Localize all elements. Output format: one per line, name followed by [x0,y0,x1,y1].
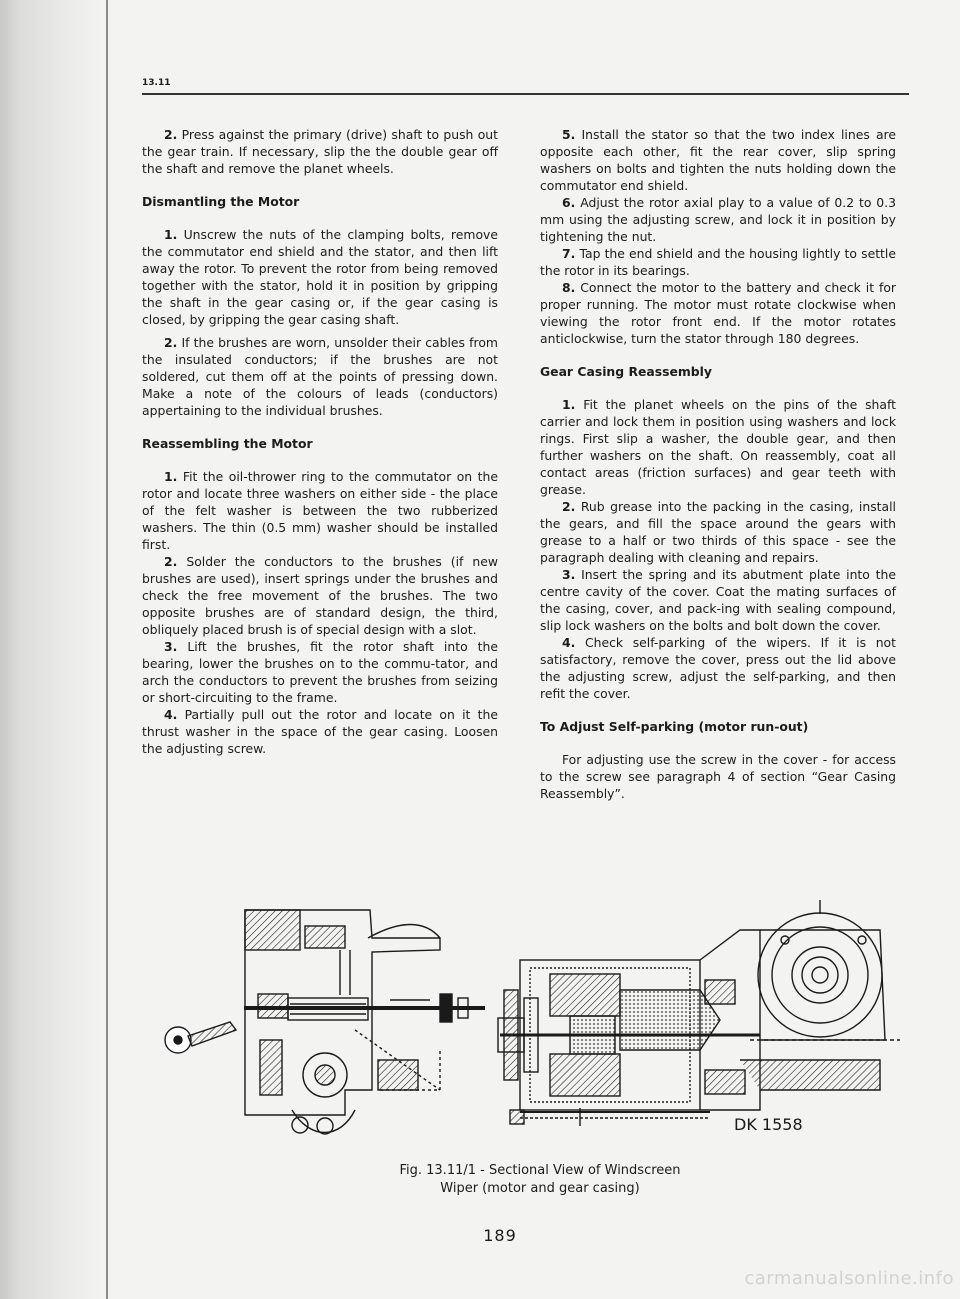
paragraph: 5. Install the stator so that the two index lines are opposite each other, fit the rear cover, slip spring washers on bolts and tighten the nuts holding down the commutator end shield. [540,127,896,193]
caption-line: Wiper (motor and gear casing) [440,1181,640,1196]
paragraph: 6. Adjust the rotor axial play to a value of 0.2 to 0.3 mm using the adjusting screw, and lock it in position by tightening the nut. [540,195,896,244]
paragraph: 8. Connect the motor to the battery and check it for proper running. The motor must rotate clockwise when viewing the rotor front end. If the motor rotates anticlockwise, turn the stator through 180 degrees. [540,280,896,346]
section-heading-gear-casing: Gear Casing Reassembly [540,364,713,379]
paragraph: 2. Solder the conductors to the brushes (if new brushes are used), insert springs under the brushes and check the free movement of the brushes. The two opposite brushes are of standard design, the third, obliquely placed brush is of special design with a slot. [142,554,498,637]
watermark: carmanualsonline.info [744,1268,954,1289]
paragraph: 1. Unscrew the nuts of the clamping bolts, remove the commutator end shield and the stator, and then lift away the rotor. To prevent the rotor from being removed together with the stator, hold it in position by gripping the shaft in the gear casing or, if the gear casing is closed, by gripping the gear casing shaft. [142,227,498,327]
header-rule [142,93,909,95]
paragraph: 7. Tap the end shield and the housing lightly to settle the rotor in its bearings. [540,246,896,278]
paragraph: 1. Fit the oil-thrower ring to the commutator on the rotor and locate three washers on either side - the place of the felt washer is between the two rubberized washers. The thin (0.5 mm) washer should be installed first. [142,469,498,552]
left-column [142,126,498,757]
wiper-drawing [140,890,920,1140]
section-heading-dismantling: Dismantling the Motor [142,194,300,209]
page-number: 189 [483,1226,517,1245]
paragraph: 1. Fit the planet wheels on the pins of the shaft carrier and lock them in position using washers and lock rings. First slip a washer, the double gear, and then further washers on the shaft. On reassembly, coat all contact areas (friction surfaces) and gear teeth with grease. [540,397,896,497]
binding-shadow [0,0,104,1299]
section-number: 13.11 [142,78,171,88]
figure-code: DK 1558 [734,1115,803,1134]
caption-line: Fig. 13.11/1 - Sectional View of Windscreen [399,1163,681,1178]
binding-edge [106,0,108,1299]
sectional-view-figure [140,890,920,1140]
paragraph: 4. Check self-parking of the wipers. If it is not satisfactory, remove the cover, press out the lid above the adjusting screw, adjust the self-parking, and then refit the cover. [540,635,896,701]
right-column [540,126,896,802]
section-heading-self-parking: To Adjust Self-parking (motor run-out) [540,719,809,734]
paragraph: 4. Partially pull out the rotor and locate on it the thrust washer in the space of the gear casing. Loosen the adjusting screw. [142,707,498,756]
paragraph: 3. Lift the brushes, fit the rotor shaft into the bearing, lower the brushes on to the commu-tator, and arch the conductors to prevent the brushes from seizing or short-circuiting to the frame. [142,639,498,705]
paragraph: 3. Insert the spring and its abutment plate into the centre cavity of the cover. Coat the mating surfaces of the casing, cover, and pack-ing with sealing compound, slip lock washers on the bolts and bolt down the cover. [540,567,896,633]
paragraph: For adjusting use the screw in the cover - for access to the screw see paragraph 4 of section “Gear Casing Reassembly”. [540,752,896,801]
paragraph: 2. If the brushes are worn, unsolder their cables from the insulated conductors; if the brushes are not soldered, cut them off at the points of pressing down. Make a note of the colours of leads (conductors) appertaining to the individual brushes. [142,335,498,418]
section-heading-reassembling: Reassembling the Motor [142,436,313,451]
figure-caption [300,1162,780,1198]
paragraph: 2. Rub grease into the packing in the casing, install the gears, and fill the space around the gears with grease to a half or two thirds of this space - see the paragraph dealing with cleaning and repairs. [540,499,896,565]
paragraph: 2. Press against the primary (drive) shaft to push out the gear train. If necessary, slip the the double gear off the shaft and remove the planet wheels. [142,127,498,176]
